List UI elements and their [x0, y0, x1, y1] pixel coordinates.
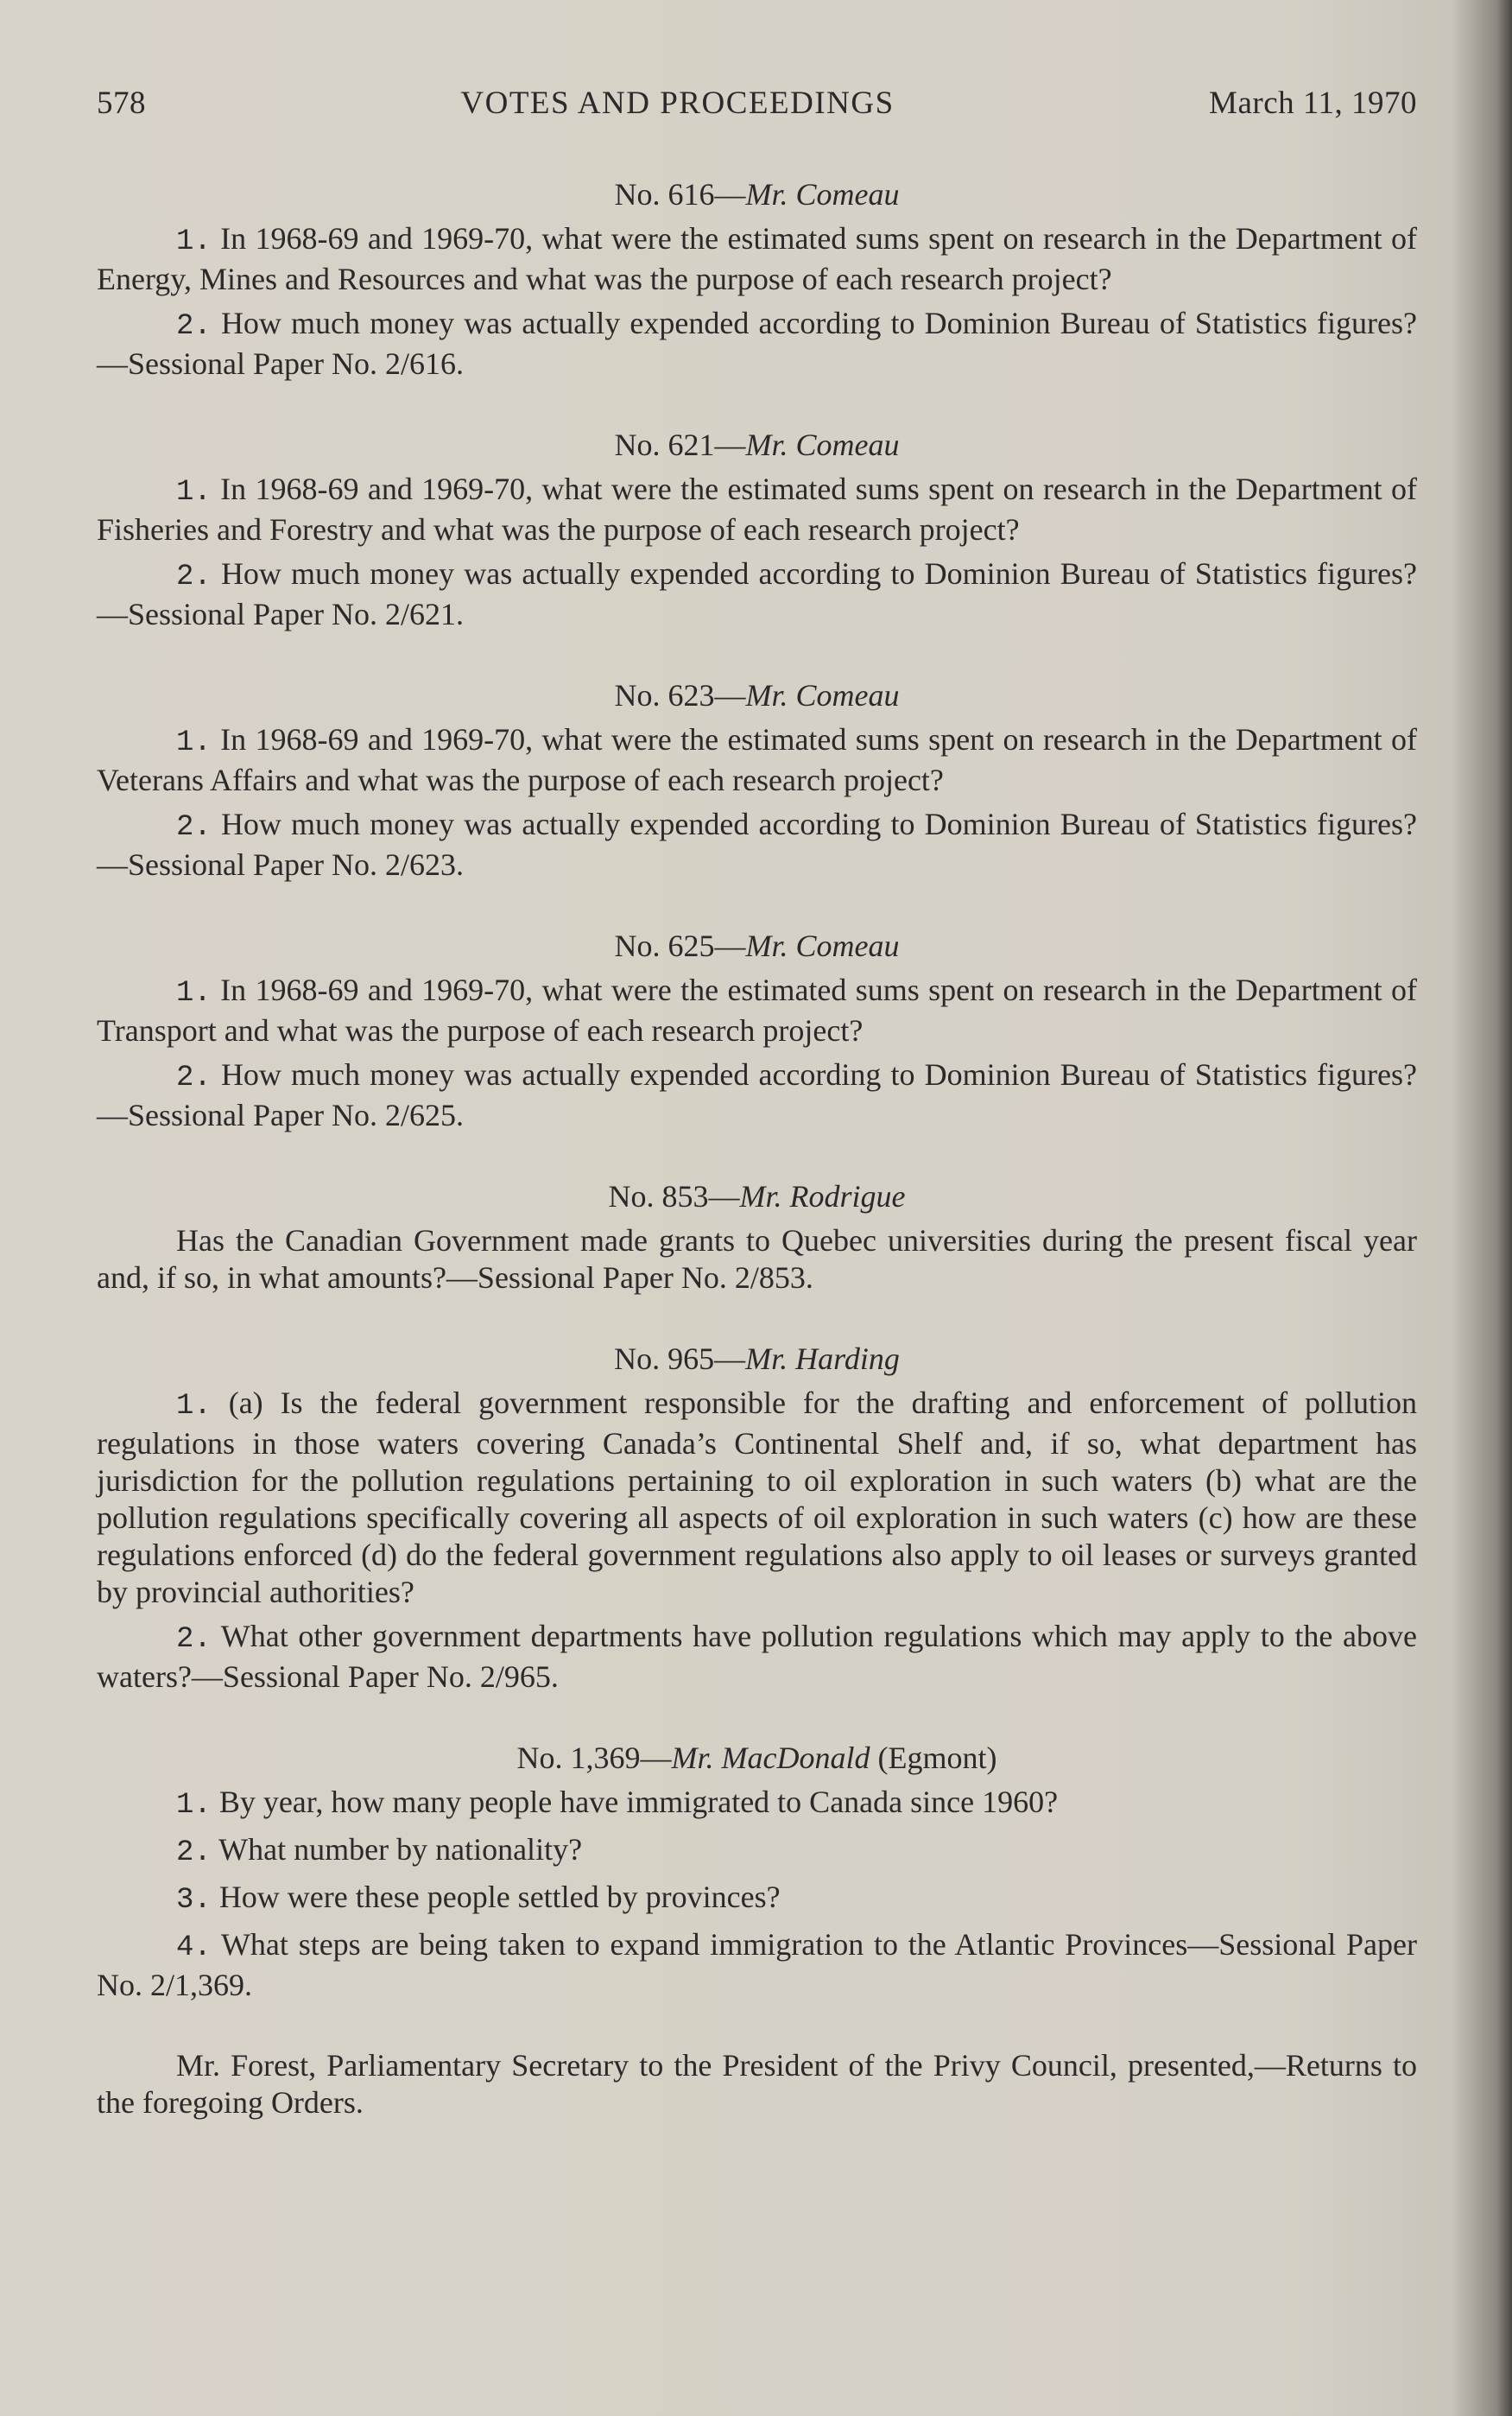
paragraph-number: 1. — [176, 726, 212, 759]
question-paragraph — [97, 1056, 1417, 1134]
question-paragraph — [97, 1784, 1417, 1824]
paragraph-number: 4. — [176, 1931, 212, 1964]
paragraph-number: 2. — [176, 811, 212, 844]
question-title — [97, 1177, 1417, 1215]
paragraph-text: In 1968-69 and 1969-70, what were the estimated sums spent on research in the Department of Transport and what was the purpose of each research project? — [97, 973, 1418, 1048]
paragraph-text: How much money was actually expended according to Dominion Bureau of Statistics figures?—Sessional Paper No. 2/621. — [97, 556, 1418, 631]
question-title — [97, 1739, 1417, 1777]
question-number: No. 1,369— — [516, 1741, 672, 1775]
paragraph-number: 1. — [176, 977, 212, 1010]
page-header — [97, 85, 1417, 122]
question-paragraph — [97, 471, 1417, 549]
paragraph-text: In 1968-69 and 1969-70, what were the estimated sums spent on research in the Department of Energy, Mines and Resources and what was the purpose of each research project? — [97, 221, 1418, 296]
question-paragraph — [97, 1222, 1417, 1297]
paragraph-text: How much money was actually expended according to Dominion Bureau of Statistics figures?—Sessional Paper No. 2/625. — [97, 1057, 1418, 1132]
question-member: Mr. Comeau — [745, 678, 900, 713]
question-block — [97, 426, 1417, 633]
question-title — [97, 1340, 1417, 1378]
question-block — [97, 676, 1417, 884]
question-paragraph — [97, 972, 1417, 1049]
question-number: No. 853— — [608, 1179, 740, 1214]
question-block — [97, 1340, 1417, 1696]
question-member: Mr. Comeau — [745, 929, 900, 963]
paragraph-number: 1. — [176, 1789, 212, 1822]
paragraph-text: How were these people settled by provinces? — [218, 1880, 781, 1914]
question-member-riding: (Egmont) — [870, 1741, 997, 1775]
question-title — [97, 927, 1417, 965]
page-number: 578 — [97, 86, 146, 121]
question-member: Mr. MacDonald — [671, 1741, 870, 1775]
question-member: Mr. Comeau — [745, 428, 900, 462]
paragraph-number: 1. — [176, 1390, 212, 1423]
paragraph-text: (a) Is the federal government responsible for the drafting and enforcement of pollution regulations in those waters covering Canada’s Continental Shelf and, if so, what department has jurisdiction for the pollution regulations pertaining to oil exploration in such waters (b) what are the pollution regulations specifically covering all aspects of oil exploration in such waters (c) how are these regulations enforced (d) do the federal government regulations also apply to oil leases or surveys granted by provincial authorities? — [97, 1386, 1418, 1609]
question-number: No. 623— — [614, 678, 746, 713]
paragraph-text: In 1968-69 and 1969-70, what were the estimated sums spent on research in the Department of Veterans Affairs and what was the purpose of each research project? — [97, 722, 1418, 797]
paragraph-number: 3. — [176, 1884, 212, 1917]
paragraph-number: 2. — [176, 561, 212, 593]
paragraph-number: 1. — [176, 476, 212, 509]
question-block — [97, 1177, 1417, 1297]
paragraph-text: By year, how many people have immigrated to Canada since 1960? — [218, 1785, 1059, 1819]
paragraph-text: How much money was actually expended according to Dominion Bureau of Statistics figures?—Sessional Paper No. 2/616. — [97, 306, 1418, 381]
paragraph-number: 2. — [176, 1623, 212, 1656]
question-member: Mr. Rodrigue — [739, 1179, 906, 1214]
paragraph-text: In 1968-69 and 1969-70, what were the estimated sums spent on research in the Department of Fisheries and Forestry and what was the purpose of each research project? — [97, 472, 1418, 547]
paragraph-number: 2. — [176, 1062, 212, 1094]
paragraph-number: 1. — [176, 225, 212, 258]
question-paragraph — [97, 721, 1417, 799]
question-paragraph — [97, 305, 1417, 383]
paragraph-number: 2. — [176, 1836, 212, 1869]
question-member: Mr. Comeau — [745, 177, 900, 212]
question-paragraph — [97, 555, 1417, 633]
paragraph-text: Has the Canadian Government made grants to Quebec universities during the present fiscal year and, if so, in what amounts?—Sessional Paper No. 2/853. — [97, 1223, 1417, 1295]
paragraph-text: What number by nationality? — [218, 1832, 583, 1867]
question-block — [97, 1739, 1417, 2004]
question-block — [97, 927, 1417, 1134]
paragraph-text: What steps are being taken to expand immigration to the Atlantic Provinces—Sessional Paper No. 2/1,369. — [97, 1927, 1418, 2002]
paragraph-text: What other government departments have pollution regulations which may apply to the above waters?—Sessional Paper No. 2/965. — [97, 1619, 1417, 1694]
questions-list — [97, 175, 1417, 2004]
paragraph-text: How much money was actually expended according to Dominion Bureau of Statistics figures?—Sessional Paper No. 2/623. — [97, 807, 1418, 882]
question-paragraph — [97, 1831, 1417, 1872]
question-title — [97, 426, 1417, 464]
question-number: No. 616— — [614, 177, 746, 212]
question-title — [97, 175, 1417, 213]
closing-statement: Mr. Forest, Parliamentary Secretary to the President of the Privy Council, presented,—Returns to the foregoing Orders. — [97, 2048, 1417, 2120]
question-paragraph — [97, 1618, 1417, 1696]
question-number: No. 965— — [614, 1341, 746, 1376]
question-paragraph — [97, 806, 1417, 884]
question-title — [97, 676, 1417, 714]
question-block — [97, 175, 1417, 383]
running-title: VOTES AND PROCEEDINGS — [460, 86, 895, 121]
question-paragraph — [97, 1385, 1417, 1611]
question-paragraph — [97, 1926, 1417, 2004]
page-date: March 11, 1970 — [1209, 86, 1417, 121]
question-paragraph — [97, 1879, 1417, 1919]
question-member: Mr. Harding — [745, 1341, 900, 1376]
question-paragraph — [97, 220, 1417, 298]
question-number: No. 625— — [614, 929, 746, 963]
question-number: No. 621— — [614, 428, 746, 462]
paragraph-number: 2. — [176, 310, 212, 343]
